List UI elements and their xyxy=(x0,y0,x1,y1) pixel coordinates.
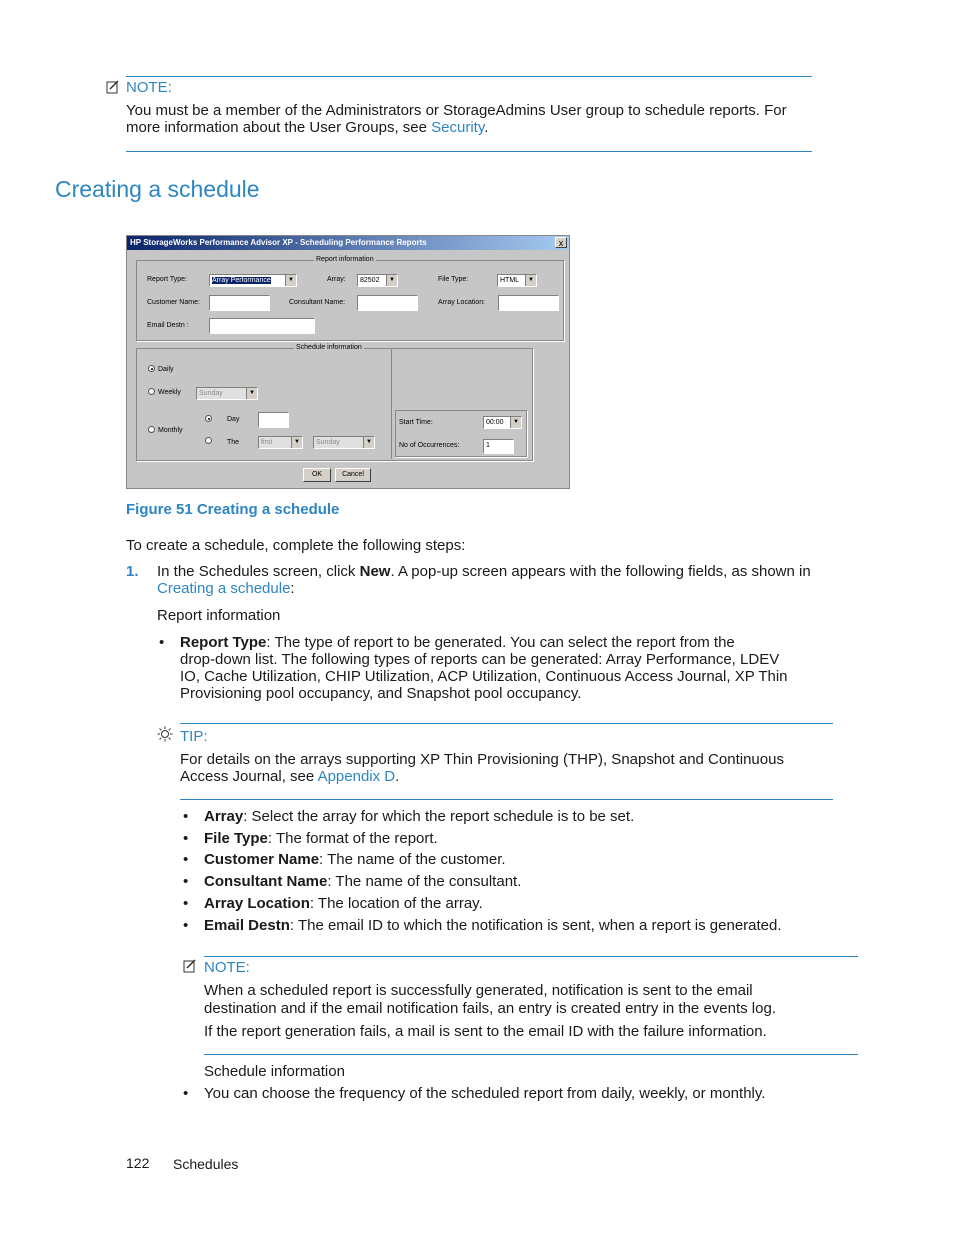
the-weekday-select[interactable] xyxy=(313,436,375,449)
schedule-information-heading: Schedule information xyxy=(204,1063,345,1080)
chevron-down-icon: ▼ xyxy=(510,417,521,428)
bullet-consultant-name xyxy=(204,873,521,890)
daily-radio[interactable] xyxy=(148,365,155,372)
close-button[interactable]: x xyxy=(555,237,567,248)
tip-text-line2 xyxy=(180,768,399,785)
note-icon xyxy=(106,80,120,94)
note2-top-rule xyxy=(204,956,858,957)
cancel-button[interactable]: Cancel xyxy=(335,468,371,482)
bullet-desc: : The name of the consultant. xyxy=(327,873,522,890)
bullet-marker: • xyxy=(183,895,189,912)
report-type-line1 xyxy=(180,634,788,651)
the-weekday-value: Sunday xyxy=(316,439,340,446)
weekly-day-select[interactable] xyxy=(196,387,258,400)
note-top-rule xyxy=(126,76,812,77)
file-type-value: HTML xyxy=(500,277,520,284)
chevron-down-icon: ▼ xyxy=(363,437,374,448)
report-type-value: Array Performance xyxy=(212,277,271,284)
file-type-label: File Type: xyxy=(438,276,469,283)
schedule-dialog xyxy=(126,235,570,489)
bullet-term: File Type xyxy=(204,830,268,847)
tip-text-suffix: . xyxy=(395,768,400,785)
occurrences-value: 1 xyxy=(486,442,490,449)
bullet-term: Array xyxy=(204,808,244,825)
array-label: Array: xyxy=(327,276,346,283)
customer-name-input[interactable] xyxy=(209,295,270,311)
start-time-select[interactable] xyxy=(483,416,522,429)
bullet-customer-name xyxy=(204,851,506,868)
array-select[interactable] xyxy=(357,274,398,287)
note-label: NOTE: xyxy=(126,79,172,96)
weekly-label: Weekly xyxy=(158,389,181,396)
step-text-line1 xyxy=(157,563,811,580)
report-group-title: Report information xyxy=(316,256,374,263)
day-input[interactable] xyxy=(258,412,289,428)
start-time-label: Start Time: xyxy=(399,419,433,426)
step-number: 1. xyxy=(126,563,139,580)
day-radio[interactable] xyxy=(205,415,212,422)
chevron-down-icon: ▼ xyxy=(386,275,397,286)
bullet-marker: • xyxy=(183,873,189,890)
figure-caption: Figure 51 Creating a schedule xyxy=(126,501,340,518)
tip-bottom-rule xyxy=(180,799,833,800)
the-ordinal-value: first xyxy=(261,439,273,446)
lightbulb-icon xyxy=(157,726,173,742)
bullet-desc: : The format of the report. xyxy=(267,830,438,847)
tip-top-rule xyxy=(180,723,833,724)
note2-label: NOTE: xyxy=(204,959,250,976)
report-type-label: Report Type: xyxy=(147,276,187,283)
tip-label: TIP: xyxy=(180,728,208,745)
tip-text-prefix: Access Journal, see xyxy=(180,768,318,785)
bullet-file-type xyxy=(204,830,438,847)
note-text-line1: You must be a member of the Administrators or StorageAdmins User group to schedule reports. For xyxy=(126,102,787,119)
email-destn-input[interactable] xyxy=(209,318,315,334)
note2-line1: When a scheduled report is successfully generated, notification is sent to the email xyxy=(204,982,753,999)
bullet-term: Consultant Name xyxy=(204,873,328,890)
report-type-line2: drop-down list. The following types of reports can be generated: Array Performance, LDEV xyxy=(180,651,780,668)
schedule-group-title: Schedule information xyxy=(296,344,362,351)
the-radio[interactable] xyxy=(205,437,212,444)
bullet-marker: • xyxy=(183,1085,189,1102)
bullet-term: Array Location xyxy=(204,895,310,912)
dialog-title: HP StorageWorks Performance Advisor XP - Scheduling Performance Reports xyxy=(127,236,569,250)
array-location-input[interactable] xyxy=(498,295,559,311)
chevron-down-icon: ▼ xyxy=(246,388,257,399)
file-type-select[interactable] xyxy=(497,274,537,287)
consultant-name-input[interactable] xyxy=(357,295,418,311)
security-link[interactable]: Security xyxy=(431,119,485,136)
note-bottom-rule xyxy=(126,151,812,152)
footer-section: Schedules xyxy=(173,1156,239,1172)
ok-button[interactable]: OK xyxy=(303,468,331,482)
step-text-prefix: In the Schedules screen, click xyxy=(157,563,360,580)
chevron-down-icon: ▼ xyxy=(291,437,302,448)
bullet-array xyxy=(204,808,634,825)
tip-text-line1: For details on the arrays supporting XP Thin Provisioning (THP), Snapshot and Continuous xyxy=(180,751,784,768)
weekly-radio[interactable] xyxy=(148,388,155,395)
step-text-suffix: . A pop-up screen appears with the following fields, as shown in xyxy=(390,563,811,580)
bullet-desc: : Select the array for which the report schedule is to be set. xyxy=(243,808,635,825)
schedule-divider xyxy=(391,349,392,459)
intro-text: To create a schedule, complete the following steps: xyxy=(126,537,466,554)
step-link-suffix: : xyxy=(290,580,295,597)
note-icon xyxy=(183,959,197,973)
report-type-select[interactable] xyxy=(209,274,297,287)
bullet-marker: • xyxy=(183,851,189,868)
bullet-desc: : The name of the customer. xyxy=(319,851,506,868)
daily-label: Daily xyxy=(158,366,174,373)
note2-line2: destination and if the email notification fails, an entry is created entry in the events log. xyxy=(204,1000,776,1017)
bullet-desc: : The location of the array. xyxy=(309,895,483,912)
start-time-value: 00:00 xyxy=(486,419,504,426)
occurrences-label: No of Occurrences: xyxy=(399,442,460,449)
note-text-suffix: . xyxy=(484,119,489,136)
bullet-term: Customer Name xyxy=(204,851,320,868)
new-keyword: New xyxy=(359,563,391,580)
report-type-line3: IO, Cache Utilization, CHIP Utilization, ACP Utilization, Continuous Access Journal, XP Thin xyxy=(180,668,788,685)
customer-name-label: Customer Name: xyxy=(147,299,200,306)
email-destn-label: Email Destn : xyxy=(147,322,189,329)
chevron-down-icon: ▼ xyxy=(285,275,296,286)
consultant-name-label: Consultant Name: xyxy=(289,299,346,306)
day-label: Day xyxy=(227,416,240,423)
bullet-marker: • xyxy=(159,634,165,651)
page-number: 122 xyxy=(126,1155,150,1171)
occurrences-input[interactable] xyxy=(483,439,514,454)
report-type-line4: Provisioning pool occupancy, and Snapshot pool occupancy. xyxy=(180,685,582,702)
bullet-term: Email Destn xyxy=(204,917,290,934)
note2-line3: If the report generation fails, a mail is sent to the email ID with the failure information. xyxy=(204,1023,767,1040)
note2-bottom-rule xyxy=(204,1054,858,1055)
the-label: The xyxy=(227,439,240,446)
chevron-down-icon: ▼ xyxy=(525,275,536,286)
bullet-array-location xyxy=(204,895,483,912)
report-type-desc: : The type of report to be generated. You can select the report from the xyxy=(266,634,735,651)
weekly-day-value: Sunday xyxy=(199,390,223,397)
frequency-bullet: You can choose the frequency of the scheduled report from daily, weekly, or monthly. xyxy=(204,1085,766,1102)
the-ordinal-select[interactable] xyxy=(258,436,303,449)
bullet-marker: • xyxy=(183,917,189,934)
monthly-label: Monthly xyxy=(158,427,183,434)
step-text-line2 xyxy=(157,580,295,597)
note-text-prefix: more information about the User Groups, see xyxy=(126,119,432,136)
report-type-bullet xyxy=(180,634,788,702)
report-information-heading: Report information xyxy=(157,607,281,624)
monthly-radio[interactable] xyxy=(148,426,155,433)
note-text-line2 xyxy=(126,119,488,136)
array-value: 82502 xyxy=(360,277,380,284)
section-heading: Creating a schedule xyxy=(55,176,260,202)
bullet-desc: : The email ID to which the notification is sent, when a report is generated. xyxy=(289,917,782,934)
bullet-marker: • xyxy=(183,830,189,847)
appendix-d-link[interactable]: Appendix D xyxy=(317,768,396,785)
creating-a-schedule-link[interactable]: Creating a schedule xyxy=(157,580,291,597)
bullet-marker: • xyxy=(183,808,189,825)
array-location-label: Array Location: xyxy=(438,299,486,306)
bullet-email-destn xyxy=(204,917,782,934)
report-type-term: Report Type xyxy=(180,634,267,651)
